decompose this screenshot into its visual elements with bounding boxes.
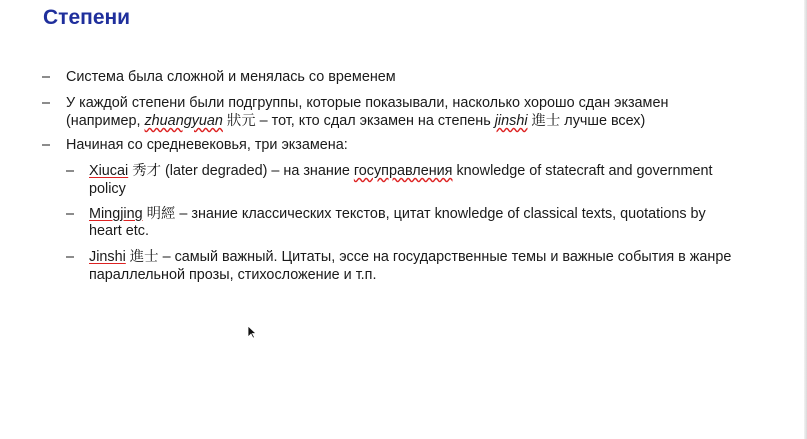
sub-bullet-2-line1: Mingjing 明經 – знание классических текстов, цитат knowledge of classical texts, quotations by (89, 206, 706, 222)
sub-bullet-dash: – (66, 206, 75, 222)
sub-bullet-dash: – (66, 249, 75, 265)
bullet-2-line1: У каждой степени были подгруппы, которые показывали, насколько хорошо сдан экзамен (66, 95, 669, 111)
sub-bullet-2-line2: heart etc. (89, 223, 149, 239)
mouse-cursor-icon (247, 325, 257, 339)
bullet-1: Система была сложной и менялась со временем (66, 69, 396, 85)
bullet-3: Начиная со средневековья, три экзамена: (66, 137, 348, 153)
sub-bullet-3-line1: Jinshi 進士 – самый важный. Цитаты, эссе на государственные темы и важные события в жанре (89, 249, 732, 265)
sub-bullet-3-line2: параллельной прозы, стихосложение и т.п. (89, 267, 377, 283)
sub-bullet-1-line2: policy (89, 181, 126, 197)
sub-bullet-dash: – (66, 163, 75, 179)
bullet-2-line2: (например, zhuangyuan 狀元 – тот, кто сдал экзамен на степень jinshi 進士 лучше всех) (66, 113, 646, 129)
bullet-dash: – (42, 69, 51, 85)
bullet-dash: – (42, 137, 51, 153)
bullet-dash: – (42, 95, 51, 111)
slide-title: Степени (43, 6, 131, 29)
sub-bullet-1-line1: Xiucai 秀才 (later degraded) – на знание госуправления knowledge of statecraft and government (89, 163, 713, 179)
